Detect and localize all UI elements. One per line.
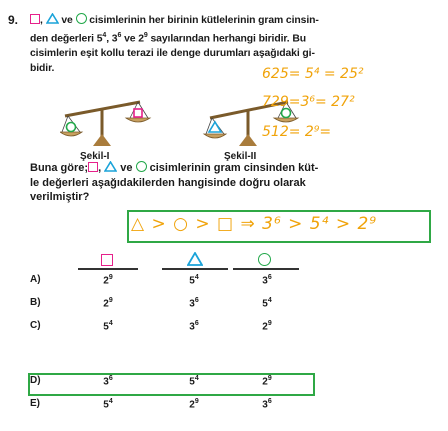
handwritten-note-2: 729=3⁶= 27²: [262, 94, 355, 110]
option-circle-value: $2^9$: [262, 375, 272, 388]
square-icon: [134, 109, 142, 117]
triangle-icon: [104, 161, 117, 172]
option-square-value: $3^6$: [103, 375, 113, 388]
circle-icon: [76, 13, 87, 24]
balance-scale-1: [60, 102, 150, 146]
option-triangle-value: $3^6$: [189, 297, 199, 310]
handwritten-note-3: 512= 2⁹=: [262, 124, 332, 140]
circle-icon: [136, 161, 147, 172]
answer-option[interactable]: [0, 375, 448, 397]
option-triangle-value: $5^4$: [189, 375, 199, 388]
figure-caption-2: Şekil-II: [224, 151, 257, 162]
answer-option[interactable]: [0, 320, 448, 342]
column-circle-icon: [258, 253, 271, 266]
option-label: A): [30, 274, 41, 285]
square-icon: [88, 162, 98, 172]
question-stem: , ve cisimlerinin her birinin kütlelerinin gram cinsin- den değerleri $5^4$, $3^6$ ve $2^9$ sayılarından herhangi biridir. Bu cisimlerin eşit kollu terazi ile denge durumları aşağıdaki gi- bidir.: [30, 15, 319, 75]
option-label: E): [30, 398, 40, 409]
answer-option[interactable]: [0, 297, 448, 319]
answer-option[interactable]: [0, 398, 448, 420]
circle-icon: [67, 123, 76, 132]
option-square-value: $2^9$: [103, 297, 113, 310]
column-divider: [162, 268, 228, 270]
option-triangle-value: $5^4$: [189, 274, 199, 287]
option-circle-value: $2^9$: [262, 320, 272, 333]
figure-caption-1: Şekil-I: [80, 151, 110, 162]
option-label: B): [30, 297, 41, 308]
option-triangle-value: $2^9$: [189, 398, 199, 411]
option-circle-value: $3^6$: [262, 274, 272, 287]
option-square-value: $2^9$: [103, 274, 113, 287]
answer-option[interactable]: [0, 274, 448, 296]
option-square-value: $5^4$: [103, 398, 113, 411]
option-label: C): [30, 320, 41, 331]
column-square-icon: [101, 254, 113, 266]
square-icon: [30, 14, 40, 24]
option-square-value: $5^4$: [103, 320, 113, 333]
option-label: D): [30, 375, 41, 386]
handwritten-note-1: 625= 5⁴ = 25²: [262, 66, 364, 82]
column-triangle-icon: [187, 252, 203, 266]
option-triangle-value: $3^6$: [189, 320, 199, 333]
question-prompt: Buna göre; , ve cisimlerinin gram cinsinden küt- le değerleri aşağıdakilerden hangisinde doğru olarak verilmiştir?: [30, 162, 319, 203]
column-divider: [233, 268, 299, 270]
option-circle-value: $5^4$: [262, 297, 272, 310]
question-number: 9.: [8, 13, 19, 27]
option-circle-value: $3^6$: [262, 398, 272, 411]
triangle-icon: [46, 13, 59, 24]
handwritten-answer-note: △ > ○ > □ ⇒ 3⁶ > 5⁴ > 2⁹: [131, 214, 378, 234]
column-divider: [78, 268, 138, 270]
